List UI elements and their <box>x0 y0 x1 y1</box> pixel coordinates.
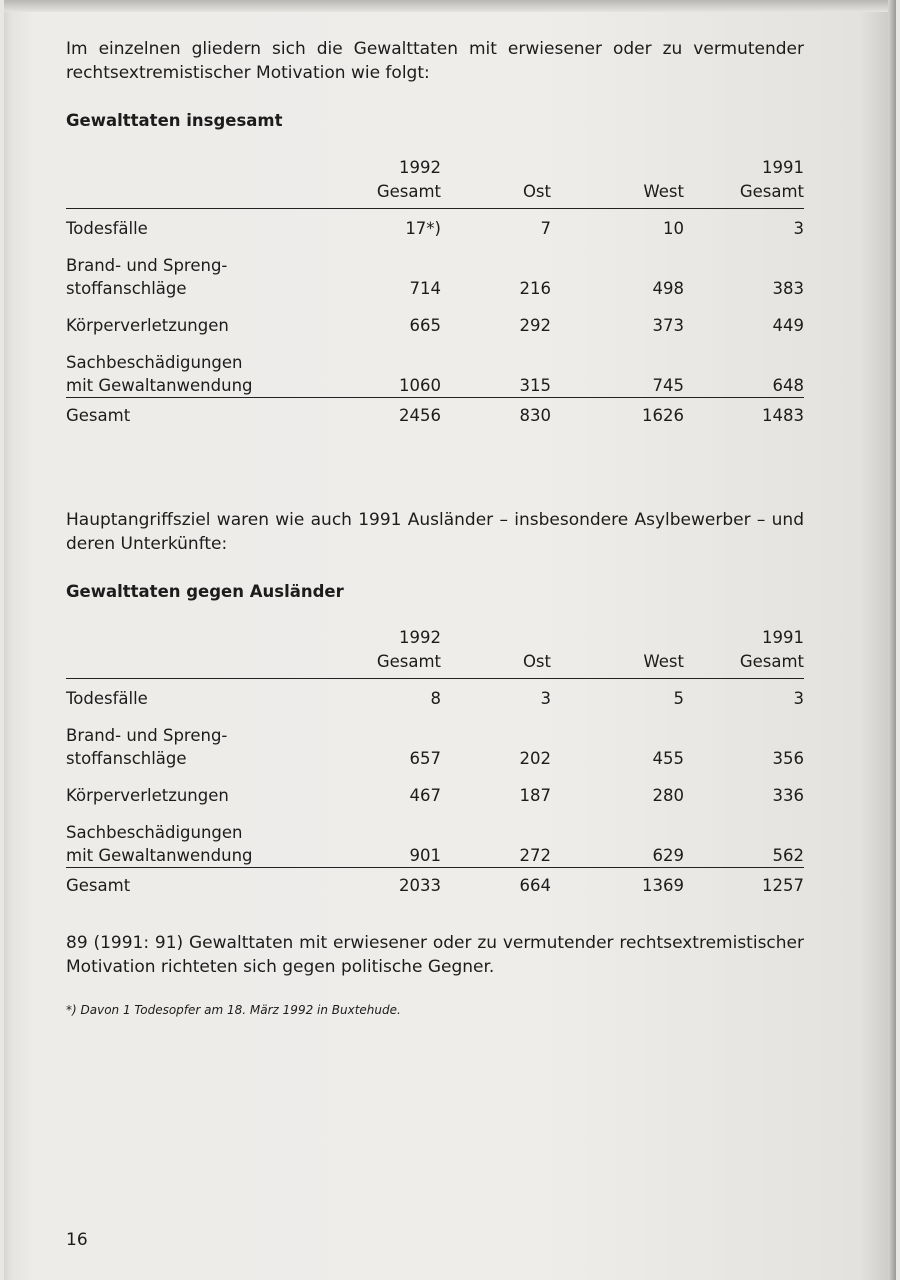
closing-paragraph: 89 (1991: 91) Gewalttaten mit erwiesener oder zu vermutender rechtsextremistischer Motivation richteten sich gegen politische Gegner. <box>66 933 804 977</box>
table-cell: 1257 <box>684 868 804 898</box>
table-cell: 629 <box>652 846 684 865</box>
table-row <box>66 770 804 807</box>
table-cell: 292 <box>519 316 551 335</box>
row-label: Brand- und Spreng- stoffanschläge <box>66 256 228 298</box>
table-cell: 2456 <box>331 398 441 428</box>
table-cell: 10 <box>663 219 684 238</box>
table-cell: 455 <box>652 749 684 768</box>
table-cell: 1369 <box>551 868 684 898</box>
table-cell: 1483 <box>684 398 804 428</box>
table2-header-row <box>66 626 804 679</box>
page-right-edge <box>888 0 896 1280</box>
row-label: Körperverletzungen <box>66 786 229 805</box>
table2-header-col4: 1991 Gesamt <box>684 626 804 679</box>
table-cell: 498 <box>652 279 684 298</box>
table-gewalttaten-insgesamt <box>66 156 804 427</box>
table-cell: 562 <box>772 846 804 865</box>
table-cell: 901 <box>409 846 441 865</box>
table-row <box>66 240 804 300</box>
table-cell: 356 <box>772 749 804 768</box>
table2-header-col2: Ost <box>441 626 551 679</box>
table-cell: 1060 <box>399 376 441 395</box>
table-row <box>66 209 804 241</box>
table-cell: 449 <box>772 316 804 335</box>
table-row <box>66 337 804 398</box>
table-cell: 280 <box>652 786 684 805</box>
table-cell: 830 <box>441 398 551 428</box>
table-cell: 272 <box>519 846 551 865</box>
page-number: 16 <box>66 1230 88 1250</box>
table1-header-empty <box>66 156 331 209</box>
table-cell: 3 <box>793 689 804 708</box>
table-cell: 745 <box>652 376 684 395</box>
table-cell: 5 <box>673 689 684 708</box>
row-label: Todesfälle <box>66 219 148 238</box>
document-page <box>4 0 896 1280</box>
intro-paragraph: Im einzelnen gliedern sich die Gewalttaten mit erwiesener oder zu vermutender rechtsextremistischer Motivation wie folgt: <box>66 39 804 83</box>
table-cell: 657 <box>409 749 441 768</box>
row-label: Körperverletzungen <box>66 316 229 335</box>
table1-header-col4: 1991 Gesamt <box>684 156 804 209</box>
table2-header-empty <box>66 626 331 679</box>
table2-total-row <box>66 868 804 898</box>
table-cell: 3 <box>793 219 804 238</box>
table1-header-col2: Ost <box>441 156 551 209</box>
table-cell: 383 <box>772 279 804 298</box>
footnote: *) Davon 1 Todesopfer am 18. März 1992 in Buxtehude. <box>66 1003 401 1017</box>
table-row <box>66 679 804 711</box>
table1-header-col1: 1992 Gesamt <box>331 156 441 209</box>
table-row <box>66 300 804 337</box>
row-label: Sachbeschädigungen mit Gewaltanwendung <box>66 353 253 395</box>
table-cell: 17*) <box>405 219 441 238</box>
table-gewalttaten-gegen-auslaender <box>66 626 804 897</box>
row-label: Todesfälle <box>66 689 148 708</box>
table-cell: 2033 <box>331 868 441 898</box>
table1-title: Gewalttaten insgesamt <box>66 111 283 130</box>
table-cell: 664 <box>441 868 551 898</box>
table-cell: 714 <box>409 279 441 298</box>
table1-header-col3: West <box>551 156 684 209</box>
table1-total-row <box>66 398 804 428</box>
row-label: Brand- und Spreng- stoffanschläge <box>66 726 228 768</box>
table2-header-col1: 1992 Gesamt <box>331 626 441 679</box>
table-cell: 202 <box>519 749 551 768</box>
table-cell: 216 <box>519 279 551 298</box>
table-cell: 187 <box>519 786 551 805</box>
table-row <box>66 807 804 868</box>
table-cell: 3 <box>540 689 551 708</box>
table-cell: 315 <box>519 376 551 395</box>
middle-paragraph: Hauptangriffsziel waren wie auch 1991 Ausländer – insbesondere Asylbewerber – und deren Unterkünfte: <box>66 510 804 554</box>
table-cell: 467 <box>409 786 441 805</box>
table-row <box>66 710 804 770</box>
total-label: Gesamt <box>66 868 331 898</box>
total-label: Gesamt <box>66 398 331 428</box>
table2-title: Gewalttaten gegen Ausländer <box>66 582 344 601</box>
table-cell: 648 <box>772 376 804 395</box>
table-cell: 8 <box>430 689 441 708</box>
page-top-edge <box>4 0 896 12</box>
row-label: Sachbeschädigungen mit Gewaltanwendung <box>66 823 253 865</box>
table-cell: 1626 <box>551 398 684 428</box>
table-cell: 336 <box>772 786 804 805</box>
table-cell: 373 <box>652 316 684 335</box>
table1-header-row <box>66 156 804 209</box>
table-cell: 665 <box>409 316 441 335</box>
table-cell: 7 <box>540 219 551 238</box>
table2-header-col3: West <box>551 626 684 679</box>
